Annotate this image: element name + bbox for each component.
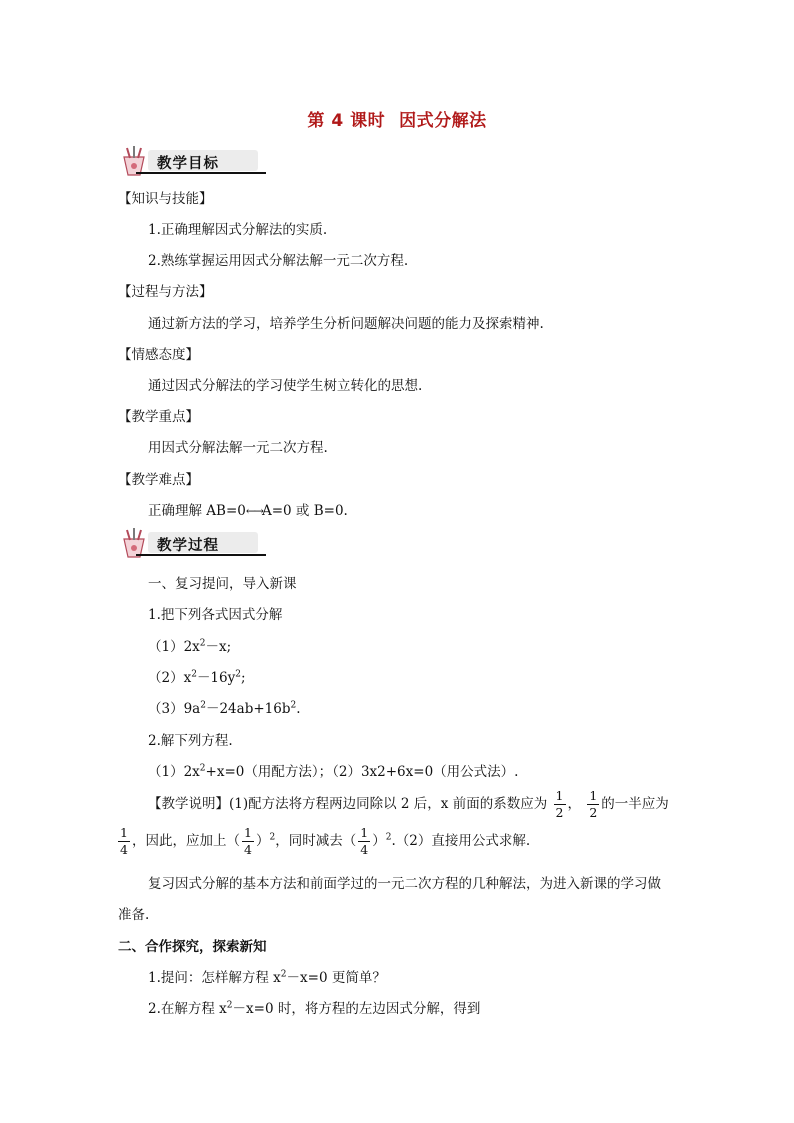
fraction-one-quarter: $\frac{1}{4}$ <box>118 825 130 858</box>
section-banner-objectives <box>118 145 266 177</box>
task-1-item-3: $(3)9a^2-24ab+16b^2$. <box>148 700 301 717</box>
fraction-one-quarter: $\frac{1}{4}$ <box>358 825 370 858</box>
double-arrow-icon: ←→ <box>245 504 262 518</box>
process-method-item: 通过新方法的学习，培养学生分析问题解决问题的能力及探索精神. <box>148 316 544 332</box>
attitude-item: 通过因式分解法的学习使学生树立转化的思想. <box>148 378 423 394</box>
fraction-one-half: $\frac{1}{2}$ <box>554 788 566 821</box>
section-title-objectives: 教学目标 <box>157 156 219 172</box>
fraction-one-half: $\frac{1}{2}$ <box>587 788 599 821</box>
knowledge-item-1: 1.正确理解因式分解法的实质. <box>148 222 328 238</box>
heading-difficulty: 【教学难点】 <box>118 472 199 488</box>
difficulty-item <box>148 499 348 519</box>
task-1-item-1: $(1)2x^2-x$; <box>148 638 232 655</box>
question-1: 1.提问：怎样解方程 $x^2-x=0$ 更简单？ <box>148 969 386 986</box>
knowledge-item-2: 2.熟练掌握运用因式分解法解一元二次方程. <box>148 253 409 269</box>
title-lesson: 第 4 课时 <box>307 111 386 131</box>
teaching-note-line-1: 【教学说明】(1)配方法将方程两边同除以 2 后，x 前面的系数应为 $\frac{1}{2}$ ， $\frac{1}{2}$ 的一半应为 <box>148 788 669 820</box>
cooperation-heading: 二、合作探究，探索新知 <box>118 939 267 955</box>
section-banner-process <box>118 527 266 559</box>
task-2-equations: $(1)2x^2+x=0$（用配方法）；（2）3x2+6x=0（用公式法）. <box>148 763 519 780</box>
task-2: 2.解下列方程. <box>148 733 233 749</box>
fraction-one-quarter: $\frac{1}{4}$ <box>242 825 254 858</box>
section-title-process: 教学过程 <box>157 538 219 554</box>
difficulty-text-post: A=0 或 B=0. <box>261 503 348 519</box>
page-title <box>0 106 794 131</box>
task-1: 1.把下列各式因式分解 <box>148 607 283 623</box>
summary-line-1: 复习因式分解的基本方法和前面学过的一元二次方程的几种解法，为进入新课的学习做 <box>148 876 661 892</box>
task-1-item-2: $(2)x^2-16y^2$; <box>148 669 246 686</box>
heading-knowledge: 【知识与技能】 <box>118 191 213 207</box>
difficulty-text-pre: 正确理解 AB=0 <box>148 503 246 519</box>
summary-line-2: 准备. <box>118 907 150 923</box>
heading-key-point: 【教学重点】 <box>118 409 199 425</box>
heading-attitude: 【情感态度】 <box>118 347 199 363</box>
title-topic: 因式分解法 <box>399 111 487 131</box>
key-point-item: 用因式分解法解一元二次方程. <box>148 440 328 456</box>
question-2: 2.在解方程 $x^2-x=0$ 时，将方程的左边因式分解，得到 <box>148 1000 481 1017</box>
heading-process-method: 【过程与方法】 <box>118 284 213 300</box>
teaching-note-line-2: $\frac{1}{4}$ ，因此，应加上（ $\frac{1}{4}$ ）$^2$，同时减去（ $\frac{1}{4}$ ）$^2$.（2）直接用公式求解. <box>118 825 530 858</box>
review-heading: 一、复习提问，导入新课 <box>148 576 297 592</box>
